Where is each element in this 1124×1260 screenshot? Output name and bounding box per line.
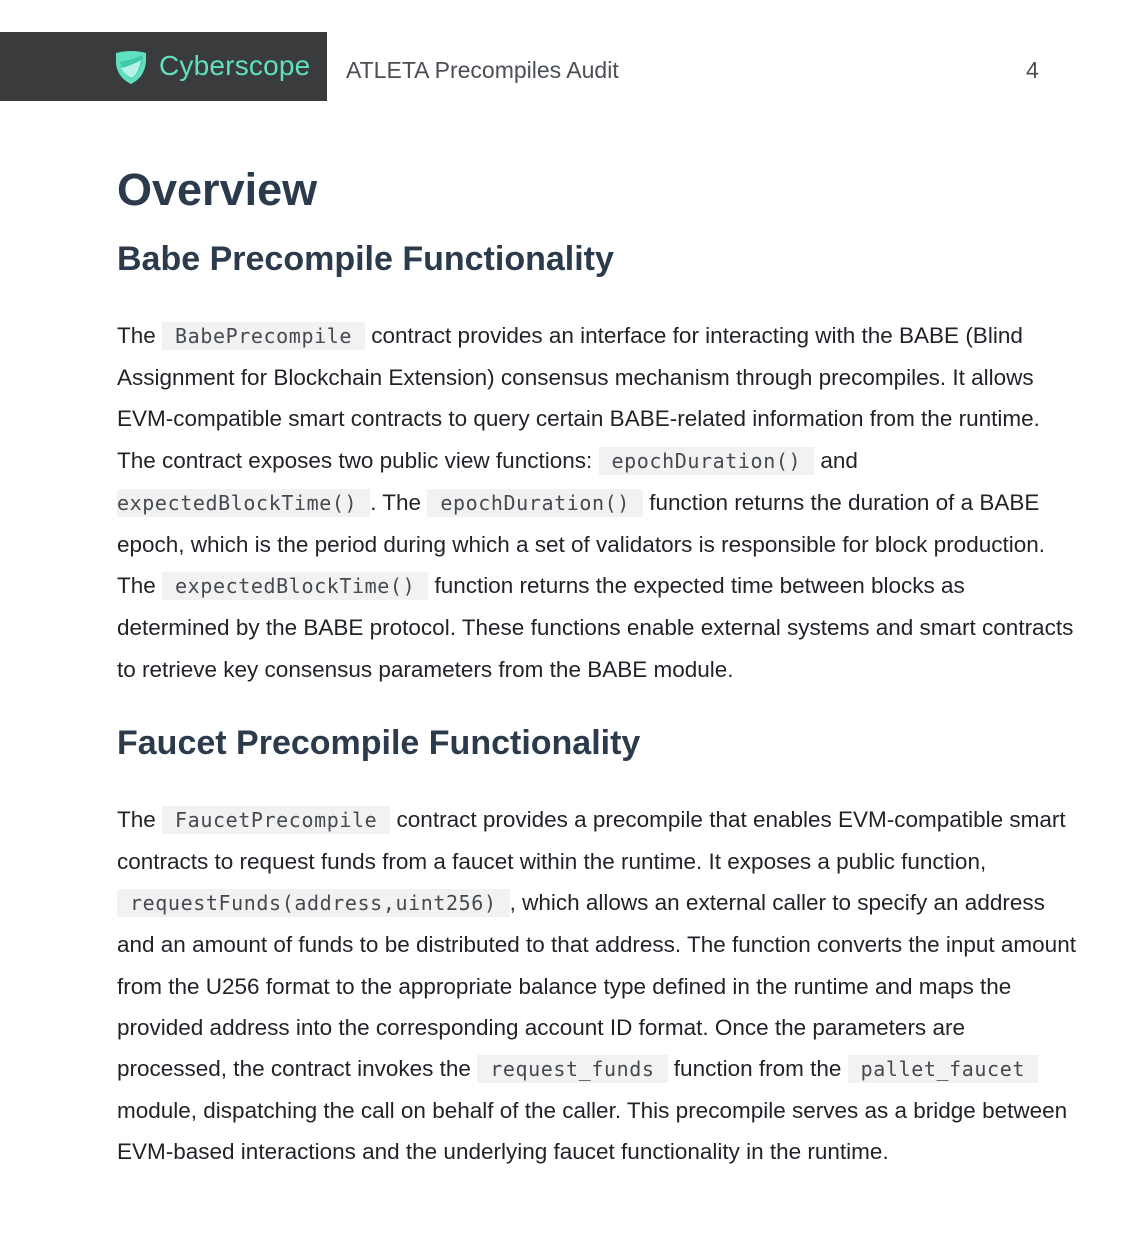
babe-heading: Babe Precompile Functionality xyxy=(117,240,614,278)
text-run: contract provides an interface for interacting with the BABE (Blind Assignment for Blockchain Extension) consensus mechanism through precompiles. It allows EVM-compatible smart contracts to query certain BABE-related information from the runtime. The contract exposes two public view functions: xyxy=(117,323,1040,473)
text-run: The xyxy=(117,806,163,832)
brand-name: Cyberscope xyxy=(159,50,311,81)
text-run: function from the xyxy=(667,1056,848,1082)
inline-code-request-funds: request_funds xyxy=(477,1055,667,1083)
page-header xyxy=(0,32,1124,101)
faucet-section xyxy=(117,721,1077,1173)
faucet-heading: Faucet Precompile Functionality xyxy=(117,723,641,762)
text-run: module, dispatching the call on behalf of the caller. This precompile serves as a bridge between EVM-based interactions and the underlying faucet functionality in the runtime. xyxy=(117,1098,1068,1165)
text-run: . The xyxy=(370,489,428,515)
text-run: function returns the duration of a BABE epoch, which is the period during which a set of validators is responsible for block production. The xyxy=(117,489,1046,599)
page-title: Overview xyxy=(117,164,318,215)
brand-bar xyxy=(0,32,327,101)
text-run: The xyxy=(117,323,163,348)
text-run: , which allows an external caller to specify an address and an amount of funds to be distributed to that address. The function converts the input amount from the U256 format to the appropriate balance type defined in the runtime and maps the provided address into the corresponding account ID format. Once the parameters are processed, the contract invokes the xyxy=(117,890,1076,1082)
text-run: function returns the expected time between blocks as determined by the BABE protocol. These functions enable external systems and smart contracts to retrieve key consensus parameters from the BABE module. xyxy=(117,573,1074,682)
inline-code-expected-block-time: expectedBlockTime() xyxy=(117,489,370,517)
babe-paragraph xyxy=(117,315,1077,690)
text-run: and xyxy=(814,447,858,473)
shield-icon xyxy=(112,48,150,86)
document-title: ATLETA Precompiles Audit xyxy=(346,57,619,83)
inline-code-epoch-duration: epochDuration() xyxy=(599,447,815,475)
faucet-paragraph xyxy=(117,799,1077,1173)
text-run: contract provides a precompile that enables EVM-compatible smart contracts to request funds from a faucet within the runtime. It exposes a public function, xyxy=(117,806,1066,875)
inline-code-request-funds-signature: requestFunds(address,uint256) xyxy=(117,889,510,917)
page-number: 4 xyxy=(1026,57,1039,83)
page-content xyxy=(117,160,1077,1173)
inline-code-babe-precompile: BabePrecompile xyxy=(162,322,365,350)
inline-code-pallet-faucet: pallet_faucet xyxy=(848,1055,1038,1083)
inline-code-expected-block-time: expectedBlockTime() xyxy=(162,572,428,600)
inline-code-epoch-duration: epochDuration() xyxy=(427,489,643,517)
inline-code-faucet-precompile: FaucetPrecompile xyxy=(162,806,390,834)
babe-section xyxy=(117,237,1077,690)
